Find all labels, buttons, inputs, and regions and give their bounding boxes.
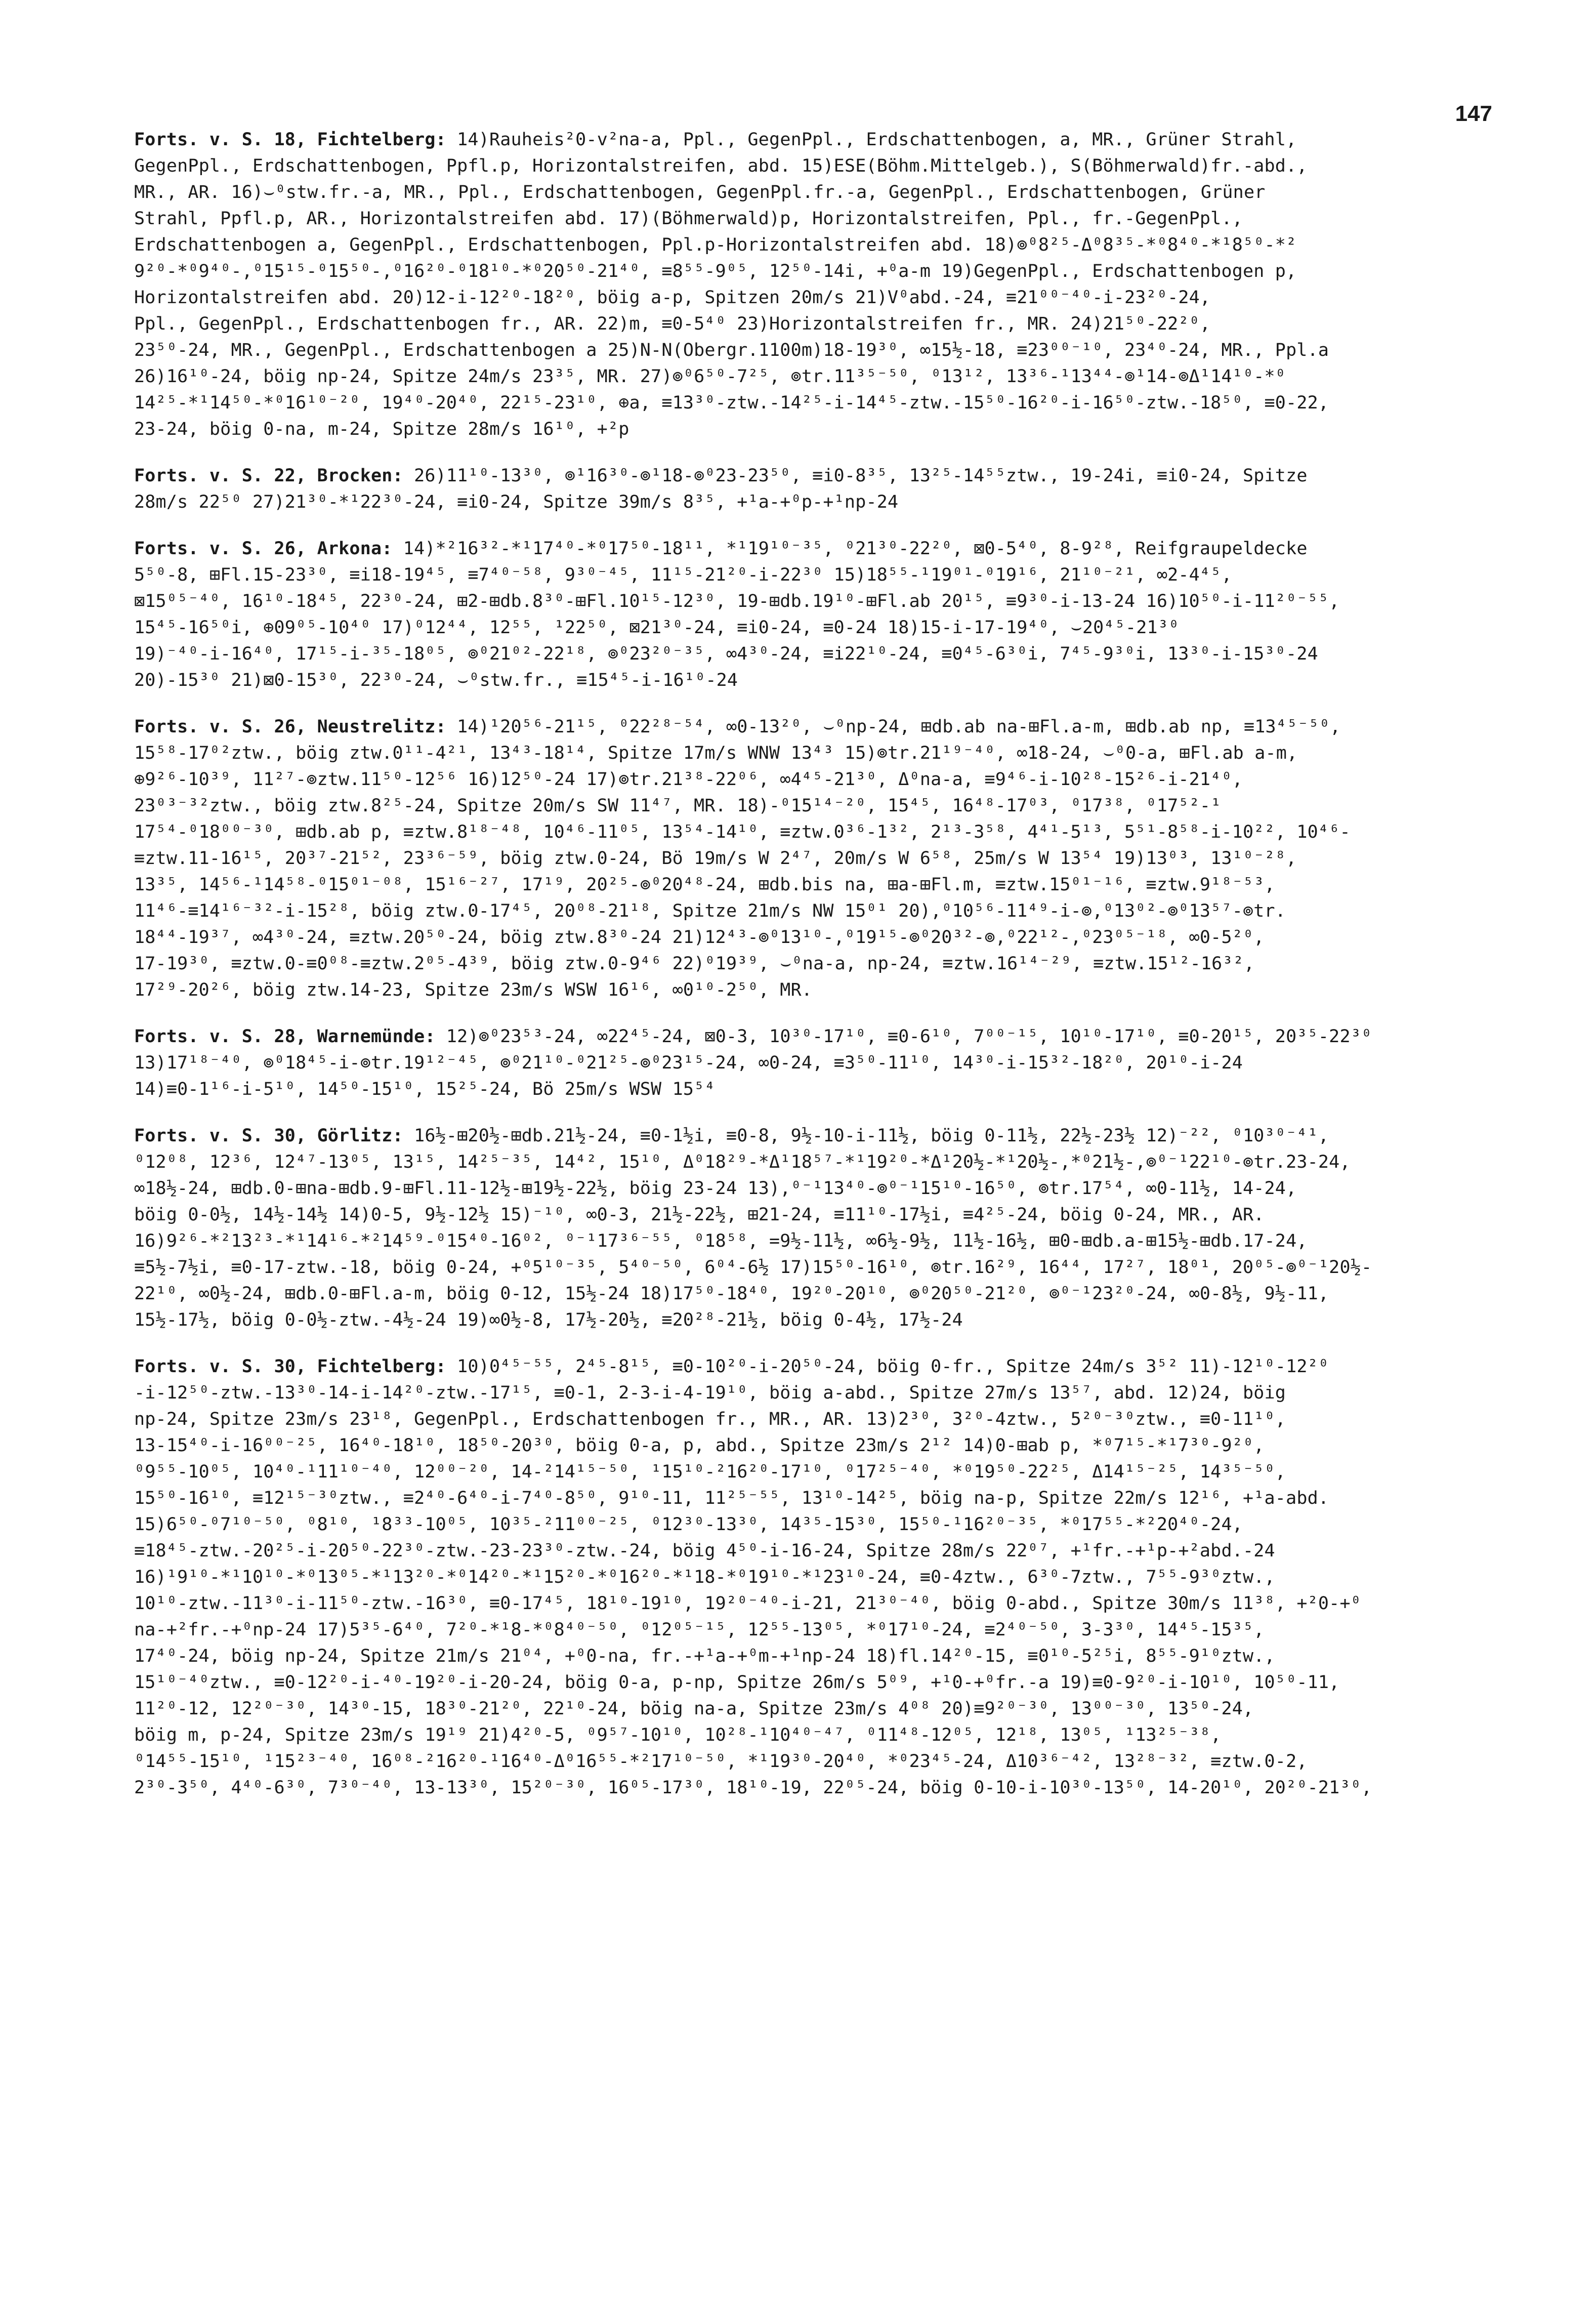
text-line: ≡18⁴⁵-ztw.-20²⁵-i-20⁵⁰-22³⁰-ztw.-23-23³⁰-ztw.-24, böig 4⁵⁰-i-16-24, Spitze 28m/s 22⁰⁷, +¹fr.-+¹p-+²abd.-24	[134, 1541, 1275, 1561]
line-text: 14)Rauheis²0-v²na-a, Ppl., GegenPpl., Erdschattenbogen, a, MR., Grüner Strahl,	[446, 130, 1297, 150]
text-line: ⁰14⁵⁵-15¹⁰, ¹15²³⁻⁴⁰, 16⁰⁸-²16²⁰-¹16⁴⁰-Δ⁰16⁵⁵-*²17¹⁰⁻⁵⁰, *¹19³⁰-20⁴⁰, *⁰23⁴⁵-24, Δ10³⁶⁻⁴², 13²⁸⁻³², ≡ztw.0-2,	[134, 1751, 1308, 1772]
text-line: 10¹⁰-ztw.-11³⁰-i-11⁵⁰-ztw.-16³⁰, ≡0-17⁴⁵, 18¹⁰-19¹⁰, 19²⁰⁻⁴⁰-i-21, 21³⁰⁻⁴⁰, böig 0-abd., Spitze 30m/s 11³⁸, +²0-+⁰	[134, 1593, 1361, 1614]
line-text: 10)0⁴⁵⁻⁵⁵, 2⁴⁵-8¹⁵, ≡0-10²⁰-i-20⁵⁰-24, böig 0-fr., Spitze 24m/s 3⁵² 11)-12¹⁰-12²⁰	[446, 1357, 1329, 1377]
text-line: 15⁵⁰-16¹⁰, ≡12¹⁵⁻³⁰ztw., ≡2⁴⁰-6⁴⁰-i-7⁴⁰-8⁵⁰, 9¹⁰-11, 11²⁵⁻⁵⁵, 13¹⁰-14²⁵, böig na-p, Spitze 22m/s 12¹⁶, +¹a-abd.	[134, 1488, 1329, 1508]
text-line	[134, 536, 1490, 562]
text-line: 17⁵⁴-⁰18⁰⁰⁻³⁰, ⊞db.ab p, ≡ztw.8¹⁸⁻⁴⁸, 10⁴⁶-11⁰⁵, 13⁵⁴-14¹⁰, ≡ztw.0³⁶-1³², 2¹³-3⁵⁸, 4⁴¹-5¹³, 5⁵¹-8⁵⁸-i-10²², 10⁴⁶-	[134, 822, 1351, 842]
section-heading: Forts. v. S. 22, Brocken:	[134, 466, 403, 486]
page-number: 147	[1455, 101, 1492, 126]
text-line: Erdschattenbogen a, GegenPpl., Erdschattenbogen, Ppl.p-Horizontalstreifen abd. 18)⊚⁰8²⁵-Δ⁰8³⁵-*⁰8⁴⁰-*¹8⁵⁰-*²	[134, 235, 1297, 255]
text-line: 17⁴⁰-24, böig np-24, Spitze 21m/s 21⁰⁴, +⁰0-na, fr.-+¹a-+⁰m-+¹np-24 18)fl.14²⁰-15, ≡0¹⁰-5²⁵i, 8⁵⁵-9¹⁰ztw.,	[134, 1646, 1275, 1666]
text-line: 26)16¹⁰-24, böig np-24, Spitze 24m/s 23³⁵, MR. 27)⊚⁰6⁵⁰-7²⁵, ⊚tr.11³⁵⁻⁵⁰, ⁰13¹², 13³⁶-¹13⁴⁴-⊚¹14-⊚Δ¹14¹⁰-*⁰	[134, 366, 1286, 387]
text-line	[134, 463, 1490, 489]
section-arkona-26	[134, 536, 1490, 693]
text-line: 18⁴⁴-19³⁷, ∞4³⁰-24, ≡ztw.20⁵⁰-24, böig ztw.8³⁰-24 21)12⁴³-⊚⁰13¹⁰-,⁰19¹⁵-⊚⁰20³²-⊚,⁰22¹²-,⁰23⁰⁵⁻¹⁸, ∞0-5²⁰,	[134, 927, 1265, 948]
text-line: 16)¹9¹⁰-*¹10¹⁰-*⁰13⁰⁵-*¹13²⁰-*⁰14²⁰-*¹15²⁰-*⁰16²⁰-*¹18-*⁰19¹⁰-*¹23¹⁰-24, ≡0-4ztw., 6³⁰-7ztw., 7⁵⁵-9³⁰ztw.,	[134, 1567, 1275, 1587]
text-line	[134, 127, 1490, 153]
text-line: 13³⁵, 14⁵⁶-¹14⁵⁸-⁰15⁰¹⁻⁰⁸, 15¹⁶⁻²⁷, 17¹⁹, 20²⁵-⊚⁰20⁴⁸-24, ⊞db.bis na, ⊞a-⊞Fl.m, ≡ztw.15⁰¹⁻¹⁶, ≡ztw.9¹⁸⁻⁵³,	[134, 875, 1275, 895]
section-heading: Forts. v. S. 28, Warnemünde:	[134, 1026, 436, 1047]
text-line: ≡ztw.11-16¹⁵, 20³⁷-21⁵², 23³⁶⁻⁵⁹, böig ztw.0-24, Bö 19m/s W 2⁴⁷, 20m/s W 6⁵⁸, 25m/s W 13⁵⁴ 19)13⁰³, 13¹⁰⁻²⁸,	[134, 848, 1297, 869]
section-heading: Forts. v. S. 26, Arkona:	[134, 539, 393, 559]
text-line	[134, 714, 1490, 740]
text-line: 11²⁰-12, 12²⁰⁻³⁰, 14³⁰-15, 18³⁰-21²⁰, 22¹⁰-24, böig na-a, Spitze 23m/s 4⁰⁸ 20)≡9²⁰⁻³⁰, 13⁰⁰⁻³⁰, 13⁵⁰-24,	[134, 1699, 1254, 1719]
section-fichtelberg-18	[134, 127, 1490, 442]
text-line: Strahl, Ppfl.p, AR., Horizontalstreifen abd. 17)(Böhmerwald)p, Horizontalstreifen, Ppl., fr.-GegenPpl.,	[134, 209, 1243, 229]
text-line: 15½-17½, böig 0-0½-ztw.-4½-24 19)∞0½-8, 17½-20½, ≡20²⁸-21½, böig 0-4½, 17½-24	[134, 1310, 963, 1330]
text-line: np-24, Spitze 23m/s 23¹⁸, GegenPpl., Erdschattenbogen fr., MR., AR. 13)2³⁰, 3²⁰-4ztw., 5²⁰⁻³⁰ztw., ≡0-11¹⁰,	[134, 1409, 1286, 1429]
text-line: 14)≡0-1¹⁶-i-5¹⁰, 14⁵⁰-15¹⁰, 15²⁵-24, Bö 25m/s WSW 15⁵⁴	[134, 1079, 716, 1099]
text-line: ⊕9²⁶-10³⁹, 11²⁷-⊚ztw.11⁵⁰-12⁵⁶ 16)12⁵⁰-24 17)⊚tr.21³⁸-22⁰⁶, ∞4⁴⁵-21³⁰, Δ⁰na-a, ≡9⁴⁶-i-10²⁸-15²⁶-i-21⁴⁰,	[134, 769, 1243, 790]
document-body	[134, 127, 1490, 1821]
text-line	[134, 1123, 1490, 1149]
text-line: 17²⁹-20²⁶, böig ztw.14-23, Spitze 23m/s WSW 16¹⁶, ∞0¹⁰-2⁵⁰, MR.	[134, 980, 813, 1000]
text-line: 16)9²⁶-*²13²³-*¹14¹⁶-*²14⁵⁹-⁰15⁴⁰-16⁰², ⁰⁻¹17³⁶⁻⁵⁵, ⁰18⁵⁸, =9½-11½, ∞6½-9½, 11½-16½, ⊞0-⊞db.a-⊞15½-⊞db.17-24,	[134, 1231, 1308, 1251]
section-goerlitz-30	[134, 1123, 1490, 1333]
text-line: Horizontalstreifen abd. 20)12-i-12²⁰-18²⁰, böig a-p, Spitzen 20m/s 21)V⁰abd.-24, ≡21⁰⁰⁻⁴⁰-i-23²⁰-24,	[134, 287, 1211, 308]
text-line: ≡5½-7½i, ≡0-17-ztw.-18, böig 0-24, +⁰5¹⁰⁻³⁵, 5⁴⁰⁻⁵⁰, 6⁰⁴-6½ 17)15⁵⁰-16¹⁰, ⊚tr.16²⁹, 16⁴⁴, 17²⁷, 18⁰¹, 20⁰⁵-⊚⁰⁻¹20½-	[134, 1257, 1372, 1278]
text-line: GegenPpl., Erdschattenbogen, Ppfl.p, Horizontalstreifen, abd. 15)ESE(Böhm.Mittelgeb.), S(Böhmerwald)fr.-abd.,	[134, 156, 1308, 176]
text-line: Ppl., GegenPpl., Erdschattenbogen fr., AR. 22)m, ≡0-5⁴⁰ 23)Horizontalstreifen fr., MR. 24)21⁵⁰-22²⁰,	[134, 314, 1211, 334]
text-line: 23⁰³⁻³²ztw., böig ztw.8²⁵-24, Spitze 20m/s SW 11⁴⁷, MR. 18)-⁰15¹⁴⁻²⁰, 15⁴⁵, 16⁴⁸-17⁰³, ⁰17³⁸, ⁰17⁵²-¹	[134, 796, 1222, 816]
text-line: 15⁴⁵-16⁵⁰i, ⊕09⁰⁵-10⁴⁰ 17)⁰12⁴⁴, 12⁵⁵, ¹22⁵⁰, ⊠21³⁰-24, ≡i0-24, ≡0-24 18)15-i-17-19⁴⁰, ⌣20⁴⁵-21³⁰	[134, 618, 1180, 638]
line-text: 16½-⊞20½-⊞db.21½-24, ≡0-1½i, ≡0-8, 9½-10-i-11½, böig 0-11½, 22½-23½ 12)⁻²², ⁰10³⁰⁻⁴¹,	[403, 1126, 1329, 1146]
text-line: 2³⁰-3⁵⁰, 4⁴⁰-6³⁰, 7³⁰⁻⁴⁰, 13-13³⁰, 15²⁰⁻³⁰, 16⁰⁵-17³⁰, 18¹⁰-19, 22⁰⁵-24, böig 0-10-i-10³⁰-13⁵⁰, 14-20¹⁰, 20²⁰-21³⁰,	[134, 1778, 1372, 1798]
text-line: ⊠15⁰⁵⁻⁴⁰, 16¹⁰-18⁴⁵, 22³⁰-24, ⊞2-⊞db.8³⁰-⊞Fl.10¹⁵-12³⁰, 19-⊞db.19¹⁰-⊞Fl.ab 20¹⁵, ≡9³⁰-i-13-24 16)10⁵⁰-i-11²⁰⁻⁵⁵,	[134, 591, 1340, 611]
text-line: 22¹⁰, ∞0½-24, ⊞db.0-⊞Fl.a-m, böig 0-12, 15½-24 18)17⁵⁰-18⁴⁰, 19²⁰-20¹⁰, ⊚⁰20⁵⁰-21²⁰, ⊚⁰⁻¹23²⁰-24, ∞0-8½, 9½-11,	[134, 1284, 1329, 1304]
section-heading: Forts. v. S. 26, Neustrelitz:	[134, 717, 446, 737]
text-line	[134, 1353, 1490, 1380]
line-text: 12)⊚⁰23⁵³-24, ∞22⁴⁵-24, ⊠0-3, 10³⁰-17¹⁰, ≡0-6¹⁰, 7⁰⁰⁻¹⁵, 10¹⁰-17¹⁰, ≡0-20¹⁵, 20³⁵-22³⁰	[435, 1026, 1372, 1047]
text-line: 13)17¹⁸⁻⁴⁰, ⊚⁰18⁴⁵-i-⊚tr.19¹²⁻⁴⁵, ⊚⁰21¹⁰-⁰21²⁵-⊚⁰23¹⁵-24, ∞0-24, ≡3⁵⁰-11¹⁰, 14³⁰-i-15³²-18²⁰, 20¹⁰-i-24	[134, 1053, 1243, 1073]
line-text: 14)*²16³²-*¹17⁴⁰-*⁰17⁵⁰-18¹¹, *¹19¹⁰⁻³⁵, ⁰21³⁰-22²⁰, ⊠0-5⁴⁰, 8-9²⁸, Reifgraupeldecke	[392, 539, 1308, 559]
text-line: na-+²fr.-+⁰np-24 17)5³⁵-6⁴⁰, 7²⁰-*¹8-*⁰8⁴⁰⁻⁵⁰, ⁰12⁰⁵⁻¹⁵, 12⁵⁵-13⁰⁵, *⁰17¹⁰-24, ≡2⁴⁰⁻⁵⁰, 3-3³⁰, 14⁴⁵-15³⁵,	[134, 1620, 1265, 1640]
text-line: böig m, p-24, Spitze 23m/s 19¹⁹ 21)4²⁰-5, ⁰9⁵⁷-10¹⁰, 10²⁸-¹10⁴⁰⁻⁴⁷, ⁰11⁴⁸-12⁰⁵, 12¹⁸, 13⁰⁵, ¹13²⁵⁻³⁸,	[134, 1725, 1222, 1745]
text-line: 13-15⁴⁰-i-16⁰⁰⁻²⁵, 16⁴⁰-18¹⁰, 18⁵⁰-20³⁰, böig 0-a, p, abd., Spitze 23m/s 2¹² 14)0-⊞ab p, *⁰7¹⁵-*¹7³⁰-9²⁰,	[134, 1435, 1265, 1456]
line-text: 26)11¹⁰-13³⁰, ⊚¹16³⁰-⊚¹18-⊚⁰23-23⁵⁰, ≡i0-8³⁵, 13²⁵-14⁵⁵ztw., 19-24i, ≡i0-24, Spitze	[403, 466, 1308, 486]
text-line: 14²⁵-*¹14⁵⁰-*⁰16¹⁰⁻²⁰, 19⁴⁰-20⁴⁰, 22¹⁵-23¹⁰, ⊕a, ≡13³⁰-ztw.-14²⁵-i-14⁴⁵-ztw.-15⁵⁰-16²⁰-i-16⁵⁰-ztw.-18⁵⁰, ≡0-22,	[134, 393, 1329, 413]
section-brocken-22	[134, 463, 1490, 515]
text-line: 23-24, böig 0-na, m-24, Spitze 28m/s 16¹⁰, +²p	[134, 419, 629, 439]
text-line: 20)-15³⁰ 21)⊠0-15³⁰, 22³⁰-24, ⌣⁰stw.fr., ≡15⁴⁵-i-16¹⁰-24	[134, 670, 738, 690]
text-line: 15)6⁵⁰-⁰7¹⁰⁻⁵⁰, ⁰8¹⁰, ¹8³³-10⁰⁵, 10³⁵-²11⁰⁰⁻²⁵, ⁰12³⁰-13³⁰, 14³⁵-15³⁰, 15⁵⁰-¹16²⁰⁻³⁵, *⁰17⁵⁵-*²20⁴⁰-24,	[134, 1514, 1243, 1535]
text-line: 5⁵⁰-8, ⊞Fl.15-23³⁰, ≡i18-19⁴⁵, ≡7⁴⁰⁻⁵⁸, 9³⁰⁻⁴⁵, 11¹⁵-21²⁰-i-22³⁰ 15)18⁵⁵-¹19⁰¹-⁰19¹⁶, 21¹⁰⁻²¹, ∞2-4⁴⁵,	[134, 565, 1232, 585]
text-line: 11⁴⁶-≡14¹⁶⁻³²-i-15²⁸, böig ztw.0-17⁴⁵, 20⁰⁸-21¹⁸, Spitze 21m/s NW 15⁰¹ 20),⁰10⁵⁶-11⁴⁹-i-⊚,⁰13⁰²-⊚⁰13⁵⁷-⊚tr.	[134, 901, 1286, 921]
text-line: 9²⁰-*⁰9⁴⁰-,⁰15¹⁵-⁰15⁵⁰-,⁰16²⁰-⁰18¹⁰-*⁰20⁵⁰-21⁴⁰, ≡8⁵⁵-9⁰⁵, 12⁵⁰-14i, +⁰a-m 19)GegenPpl., Erdschattenbogen p,	[134, 261, 1297, 281]
section-heading: Forts. v. S. 18, Fichtelberg:	[134, 130, 446, 150]
text-line: 28m/s 22⁵⁰ 27)21³⁰-*¹22³⁰-24, ≡i0-24, Spitze 39m/s 8³⁵, +¹a-+⁰p-+¹np-24	[134, 492, 899, 512]
text-line: 15⁵⁸-17⁰²ztw., böig ztw.0¹¹-4²¹, 13⁴³-18¹⁴, Spitze 17m/s WNW 13⁴³ 15)⊚tr.21¹⁹⁻⁴⁰, ∞18-24, ⌣⁰0-a, ⊞Fl.ab a-m,	[134, 743, 1298, 763]
section-heading: Forts. v. S. 30, Fichtelberg:	[134, 1357, 446, 1377]
text-line: 23⁵⁰-24, MR., GegenPpl., Erdschattenbogen a 25)N-N(Obergr.1100m)18-19³⁰, ∞15½-18, ≡23⁰⁰⁻¹⁰, 23⁴⁰-24, MR., Ppl.a	[134, 340, 1329, 360]
section-fichtelberg-30	[134, 1353, 1490, 1801]
text-line: -i-12⁵⁰-ztw.-13³⁰-14-i-14²⁰-ztw.-17¹⁵, ≡0-1, 2-3-i-4-19¹⁰, böig a-abd., Spitze 27m/s 13⁵⁷, abd. 12)24, böig	[134, 1383, 1286, 1403]
text-line: böig 0-0½, 14½-14½ 14)0-5, 9½-12½ 15)⁻¹⁰, ∞0-3, 21½-22½, ⊞21-24, ≡11¹⁰-17½i, ≡4²⁵-24, böig 0-24, MR., AR.	[134, 1205, 1265, 1225]
section-warnemuende-28	[134, 1023, 1490, 1102]
text-line: ⁰9⁵⁵-10⁰⁵, 10⁴⁰-¹11¹⁰⁻⁴⁰, 12⁰⁰⁻²⁰, 14-²14¹⁵⁻⁵⁰, ¹15¹⁰-²16²⁰-17¹⁰, ⁰17²⁵⁻⁴⁰, *⁰19⁵⁰-22²⁵, Δ14¹⁵⁻²⁵, 14³⁵⁻⁵⁰,	[134, 1462, 1286, 1482]
text-line: 17-19³⁰, ≡ztw.0-≡0⁰⁸-≡ztw.2⁰⁵-4³⁹, böig ztw.0-9⁴⁶ 22)⁰19³⁹, ⌣⁰na-a, np-24, ≡ztw.16¹⁴⁻²⁹, ≡ztw.15¹²-16³²,	[134, 954, 1255, 974]
text-line: ∞18½-24, ⊞db.0-⊞na-⊞db.9-⊞Fl.11-12½-⊞19½-22½, böig 23-24 13),⁰⁻¹13⁴⁰-⊚⁰⁻¹15¹⁰-16⁵⁰, ⊚tr.17⁵⁴, ∞0-11½, 14-24,	[134, 1178, 1297, 1199]
line-text: 14)¹20⁵⁶-21¹⁵, ⁰22²⁸⁻⁵⁴, ∞0-13²⁰, ⌣⁰np-24, ⊞db.ab na-⊞Fl.a-m, ⊞db.ab np, ≡13⁴⁵⁻⁵⁰,	[446, 717, 1341, 737]
text-line	[134, 1023, 1490, 1050]
text-line: ⁰12⁰⁸, 12³⁶, 12⁴⁷-13⁰⁵, 13¹⁵, 14²⁵⁻³⁵, 14⁴², 15¹⁰, Δ⁰18²⁹-*Δ¹18⁵⁷-*¹19²⁰-*Δ¹20½-*¹20½-,*⁰21½-,⊚⁰⁻¹22¹⁰-⊚tr.23-24,	[134, 1152, 1351, 1172]
text-line: 19)⁻⁴⁰-i-16⁴⁰, 17¹⁵-i-³⁵-18⁰⁵, ⊚⁰21⁰²-22¹⁸, ⊚⁰23²⁰⁻³⁵, ∞4³⁰-24, ≡i22¹⁰-24, ≡0⁴⁵-6³⁰i, 7⁴⁵-9³⁰i, 13³⁰-i-15³⁰-24	[134, 644, 1318, 664]
section-neustrelitz-26	[134, 714, 1490, 1003]
section-heading: Forts. v. S. 30, Görlitz:	[134, 1126, 403, 1146]
text-line: 15¹⁰⁻⁴⁰ztw., ≡0-12²⁰-i-⁴⁰-19²⁰-i-20-24, böig 0-a, p-np, Spitze 26m/s 5⁰⁹, +¹0-+⁰fr.-a 19)≡0-9²⁰-i-10¹⁰, 10⁵⁰-11,	[134, 1672, 1340, 1693]
text-line: MR., AR. 16)⌣⁰stw.fr.-a, MR., Ppl., Erdschattenbogen, GegenPpl.fr.-a, GegenPpl., Erdschattenbogen, Grüner	[134, 182, 1266, 202]
